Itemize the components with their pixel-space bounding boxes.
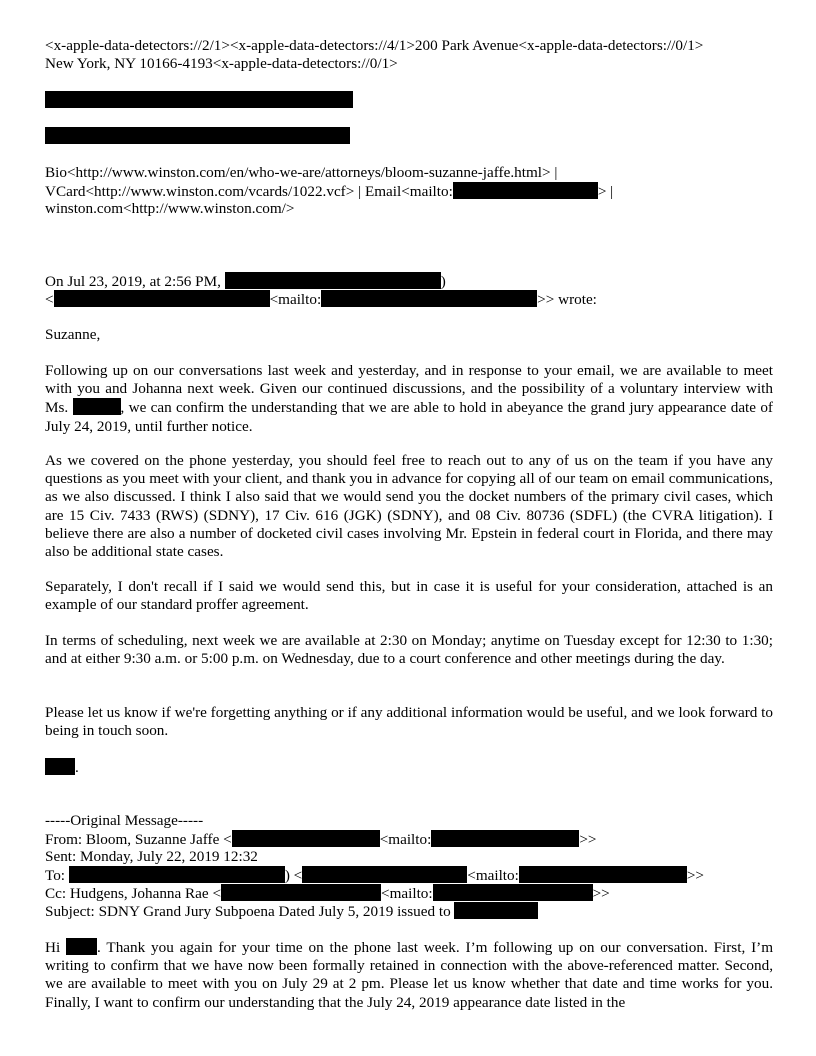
to-line (45, 866, 704, 885)
redaction-bar (453, 182, 598, 199)
redaction-bar (225, 272, 441, 289)
paragraph-1-text-a: Following up on our conversations last week and yesterday, and in response to your email, we are available to meet with you and Johanna next week. Given our continued discussions, and the possibility of a voluntary interview with Ms. (45, 362, 773, 417)
from-line (45, 830, 596, 849)
redaction-bar (69, 866, 285, 883)
reply-date: On Jul 23, 2019, at 2:56 PM, (45, 273, 225, 290)
website-link-line: winston.com<http://www.winston.com/> (45, 200, 295, 217)
address-line-1: <x-apple-data-detectors://2/1><x-apple-data-detectors://4/1>200 Park Avenue<x-apple-data-detectors://0/1> (45, 37, 704, 54)
subject-text: Subject: SDNY Grand Jury Subpoena Dated July 5, 2019 issued to (45, 903, 455, 920)
original-message-divider: -----Original Message----- (45, 812, 204, 829)
mailto-text: <mailto: (467, 867, 519, 884)
mailto-text: <mailto: (381, 885, 433, 902)
paragraph-4: In terms of scheduling, next week we are available at 2:30 on Monday; anytime on Tuesday except for 12:30 to 1:30; and at either 9:30 a.m. or 5:00 p.m. on Wednesday, due to a court conference and other meetings during the day. (45, 632, 773, 668)
paragraph-2: As we covered on the phone yesterday, you should feel free to reach out to any of us on the team if you have any questions as you meet with your client, and thank you in advance for copying all of our team on email communications, as we also discussed. I think I also said that we would send you the docket numbers of the primary civil cases, which are 15 Civ. 7433 (RWS) (SDNY), 17 Civ. 616 (JGK) (SDNY), and 08 Civ. 80736 (SDFL) (the CVRA litigation). I believe there are also a number of docketed civil cases involving Mr. Epstein in federal court in Florida, and there may also be additional state cases. (45, 452, 773, 561)
redaction-bar (45, 758, 75, 775)
redaction-bar (45, 91, 353, 108)
redaction-bar (232, 830, 380, 847)
signature-initials (45, 758, 79, 777)
from-prefix: From: Bloom, Suzanne Jaffe < (45, 831, 232, 848)
sent-line: Sent: Monday, July 22, 2019 12:32 (45, 848, 258, 865)
final-paragraph (45, 938, 773, 1012)
reply-header-line-1 (45, 272, 446, 291)
mailto-text: <mailto: (379, 831, 432, 848)
cc-line (45, 884, 610, 903)
redaction-bar (45, 127, 350, 144)
redaction-bar (73, 398, 121, 415)
signature-period: . (75, 759, 79, 776)
redaction-bar (433, 884, 593, 901)
redaction-bar (321, 290, 537, 307)
close-brackets: >> (579, 831, 597, 848)
close-brackets: >> (686, 867, 704, 884)
salutation: Suzanne, (45, 326, 101, 343)
final-paragraph-text: . Thank you again for your time on the phone last week. I’m following up on our conversation. First, I’m writing to confirm that we have now been formally retained in connection with the above-referenced matter. Second, we are available to meet with you on July 29 at 2 pm. Please let us know whether that date and time works for you. Finally, I want to confirm our understanding that the July 24, 2019 appearance date listed in the (45, 939, 774, 1011)
mailto-text: <mailto: (269, 291, 322, 308)
paragraph-3: Separately, I don't recall if I said we would send this, but in case it is useful for your consideration, attached is an example of our standard proffer agreement. (45, 578, 773, 614)
subject-line (45, 902, 538, 921)
paragraph-5: Please let us know if we're forgetting anything or if any additional information would be useful, and we look forward to being in touch soon. (45, 704, 773, 740)
redaction-bar (431, 830, 579, 847)
close-paren: ) (440, 273, 446, 290)
to-mid: ) < (284, 867, 303, 884)
redaction-bar (54, 290, 270, 307)
redaction-bar (519, 866, 687, 883)
cc-prefix: Cc: Hudgens, Johanna Rae < (45, 885, 222, 902)
redaction-bar (221, 884, 381, 901)
redaction-bar (66, 938, 97, 955)
address-line-2: New York, NY 10166-4193<x-apple-data-detectors://0/1> (45, 55, 398, 72)
greeting-hi: Hi (45, 939, 67, 956)
close-brackets: >> (592, 885, 610, 902)
redaction-bar (302, 866, 467, 883)
vcard-text: VCard<http://www.winston.com/vcards/1022.vcf> | Email<mailto: (45, 183, 453, 200)
wrote-text: >> wrote: (537, 291, 597, 308)
bio-link-line: Bio<http://www.winston.com/en/who-we-are/attorneys/bloom-suzanne-jaffe.html> | (45, 164, 558, 181)
redaction-bar (454, 902, 538, 919)
lt-sign: < (45, 291, 54, 308)
paragraph-1-text-b: , we can confirm the understanding that we are able to hold in abeyance the grand jury appearance date of July 24, 2019, until further notice. (45, 399, 773, 435)
paragraph-1 (45, 362, 773, 436)
vcard-email-line (45, 182, 613, 201)
reply-header-line-2 (45, 290, 597, 309)
vcard-tail: > | (597, 183, 614, 200)
to-prefix: To: (45, 867, 69, 884)
